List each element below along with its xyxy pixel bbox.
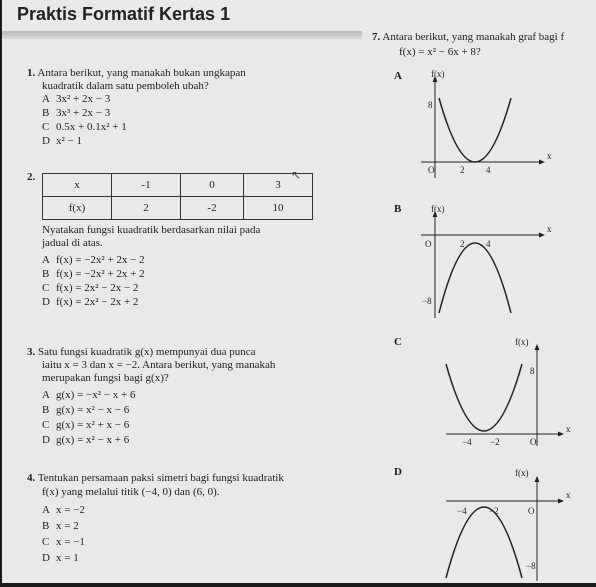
question-number: 4. <box>27 472 36 484</box>
question-1 <box>27 67 246 80</box>
x-axis-label: x <box>547 224 552 234</box>
q3-option-d[interactable]: D g(x) = x² − x + 6 <box>42 434 130 446</box>
table-cell: -1 <box>112 174 181 197</box>
graph-b-label[interactable]: B <box>394 203 402 215</box>
table-cell: -2 <box>181 197 244 220</box>
question-3-line3: merupakan fungsi bagi g(x)? <box>42 372 169 384</box>
title-underline-bar <box>2 31 362 39</box>
worksheet-page <box>2 0 596 583</box>
tick-label: 4 <box>486 165 491 175</box>
q2-option-d[interactable]: D f(x) = 2x² − 2x + 2 <box>42 296 139 308</box>
question-number: 2. <box>27 171 36 183</box>
question-7-function: f(x) = x² − 6x + 8? <box>399 46 481 58</box>
q2-option-a[interactable]: A f(x) = −2x² + 2x − 2 <box>42 254 145 266</box>
question-text: Antara berikut, yang manakah graf bagi f <box>382 31 565 43</box>
q1-option-d[interactable]: D x² − 1 <box>42 135 83 147</box>
tick-label: −2 <box>490 437 500 447</box>
question-number: 7. <box>372 31 381 43</box>
y-axis-label: f(x) <box>515 468 529 478</box>
tick-label: −4 <box>462 437 472 447</box>
origin-label: O <box>528 506 535 516</box>
question-2 <box>27 171 35 184</box>
x-axis-label: x <box>547 151 552 161</box>
graph-c[interactable] <box>442 336 572 456</box>
table-cell: 2 <box>112 197 181 220</box>
x-axis-arrow-icon <box>539 160 545 165</box>
tick-label: −4 <box>457 506 467 516</box>
tick-label: −8 <box>526 561 536 571</box>
question-text: Tentukan persamaan paksi simetri bagi fungsi kuadratik <box>37 472 284 484</box>
parabola-curve <box>446 364 522 431</box>
origin-label: O <box>428 165 435 175</box>
question-text: Satu fungsi kuadratik g(x) mempunyai dua punca <box>38 346 256 358</box>
table-row <box>43 174 313 197</box>
q2-option-b[interactable]: B f(x) = −2x² + 2x + 2 <box>42 268 145 280</box>
table-cell: x <box>43 174 112 197</box>
tick-label: 4 <box>486 239 491 249</box>
graph-b[interactable] <box>417 203 557 323</box>
q1-option-a[interactable]: A 3x² + 2x − 3 <box>42 93 111 105</box>
y-axis-label: f(x) <box>515 337 529 347</box>
graph-c-label[interactable]: C <box>394 336 402 348</box>
q2-option-c[interactable]: C f(x) = 2x² − 2x − 2 <box>42 282 139 294</box>
question-3 <box>27 346 256 359</box>
x-axis-label: x <box>566 490 571 500</box>
question-text: Antara berikut, yang manakah bukan ungkapan <box>37 67 246 79</box>
y-axis-arrow-icon <box>535 476 540 482</box>
table-cell: 10 <box>244 197 313 220</box>
question-2-text: Nyatakan fungsi kuadratik berdasarkan nilai pada <box>42 224 261 236</box>
q4-option-a[interactable]: A x = −2 <box>42 504 85 516</box>
values-table <box>42 173 313 220</box>
x-axis-arrow-icon <box>539 233 545 238</box>
graph-a[interactable] <box>417 70 557 190</box>
parabola-curve <box>446 507 522 578</box>
q4-option-c[interactable]: C x = −1 <box>42 536 85 548</box>
tick-label: 8 <box>530 366 535 376</box>
mouse-cursor-icon: ↖ <box>291 168 302 182</box>
question-2-line2: jadual di atas. <box>42 237 103 249</box>
question-7 <box>372 31 564 44</box>
question-3-line2: iaitu x = 3 dan x = −2. Antara berikut, yang manakah <box>42 359 276 371</box>
table-cell: 3 <box>244 174 313 197</box>
table-row <box>43 197 313 220</box>
q3-option-a[interactable]: A g(x) = −x² − x + 6 <box>42 389 136 401</box>
tick-label: 8 <box>428 100 433 110</box>
parabola-curve <box>439 243 511 313</box>
table-cell: 0 <box>181 174 244 197</box>
question-number: 3. <box>27 346 36 358</box>
x-axis-label: x <box>566 424 571 434</box>
table-cell: f(x) <box>43 197 112 220</box>
parabola-curve <box>439 98 511 162</box>
q1-option-c[interactable]: C 0.5x + 0.1x² + 1 <box>42 121 127 133</box>
q4-option-b[interactable]: B x = 2 <box>42 520 79 532</box>
tick-label: −8 <box>422 296 432 306</box>
question-number: 1. <box>27 67 36 79</box>
graph-d-label[interactable]: D <box>394 466 402 478</box>
q1-option-b[interactable]: B 3x³ + 2x − 3 <box>42 107 111 119</box>
origin-label: O <box>530 437 537 447</box>
y-axis-arrow-icon <box>535 344 540 350</box>
question-4-line2: f(x) yang melalui titik (−4, 0) dan (6, 0). <box>42 486 220 498</box>
page-title: Praktis Formatif Kertas 1 <box>17 4 231 24</box>
x-axis-arrow-icon <box>558 432 564 437</box>
graph-d[interactable] <box>442 466 572 583</box>
q4-option-d[interactable]: D x = 1 <box>42 552 79 564</box>
tick-label: 2 <box>460 239 465 249</box>
origin-label: O <box>425 239 432 249</box>
q3-option-c[interactable]: C g(x) = x² + x − 6 <box>42 419 130 431</box>
tick-label: −2 <box>489 506 499 516</box>
y-axis-label: f(x) <box>431 204 445 214</box>
tick-label: 2 <box>460 165 465 175</box>
question-1-line2: kuadratik dalam satu pemboleh ubah? <box>42 80 209 92</box>
y-axis-label: f(x) <box>431 69 445 79</box>
graph-a-label[interactable]: A <box>394 70 402 82</box>
question-4 <box>27 472 284 485</box>
x-axis-arrow-icon <box>558 499 564 504</box>
q3-option-b[interactable]: B g(x) = x² − x − 6 <box>42 404 130 416</box>
